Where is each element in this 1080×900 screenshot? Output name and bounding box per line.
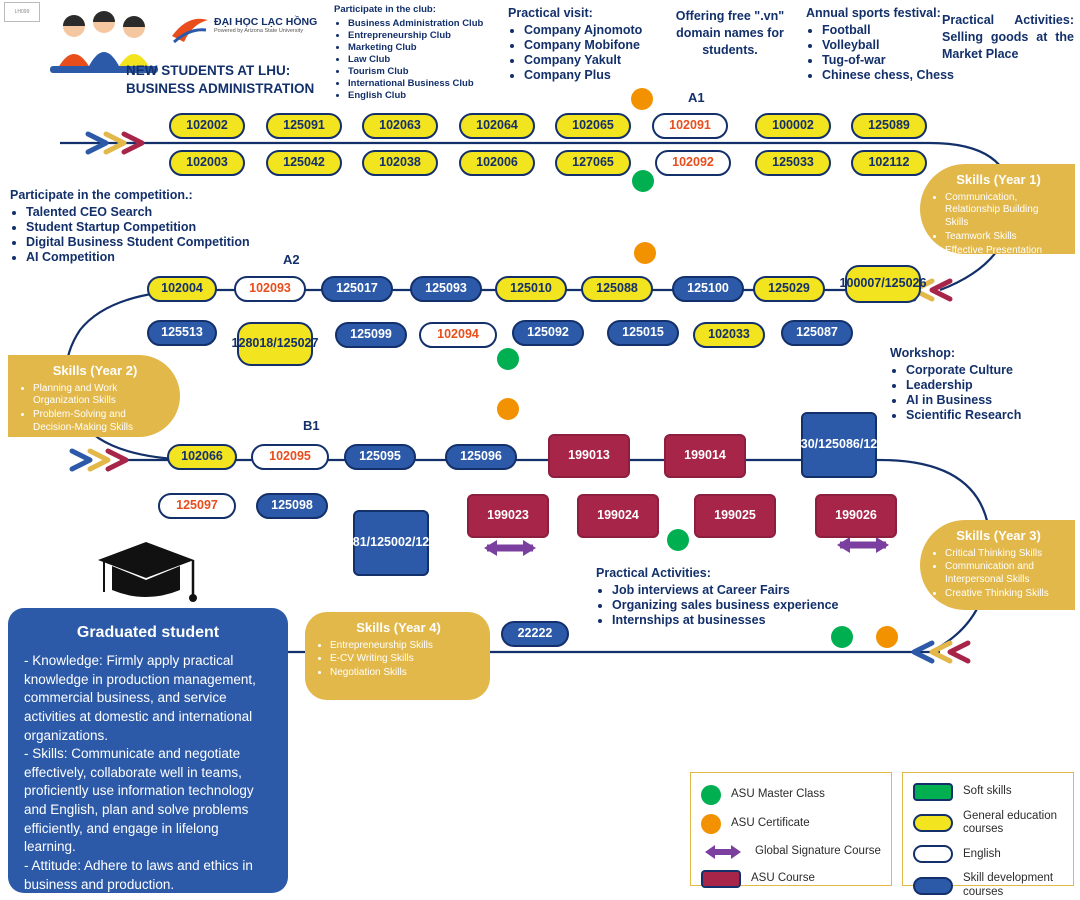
course-pill[interactable]: 125033 bbox=[755, 150, 831, 176]
legend-label: ASU Certificate bbox=[731, 817, 810, 830]
course-pill[interactable]: 125089 bbox=[851, 113, 927, 139]
legend-pill-swatch bbox=[913, 845, 953, 863]
legend-rect-swatch bbox=[701, 870, 741, 888]
asu-master-class-dot bbox=[667, 529, 689, 551]
skills-blob bbox=[305, 612, 490, 700]
legend-dot-swatch bbox=[701, 785, 721, 805]
course-pill[interactable]: 125042 bbox=[266, 150, 342, 176]
course-pill[interactable]: 102092 bbox=[655, 150, 731, 176]
semester-label-a2: A2 bbox=[283, 252, 300, 267]
asu-master-class-dot bbox=[632, 170, 654, 192]
note-clubs: Participate in the club: • Business Administration Club • Entrepreneurship Club • Marketing Club • Law Club • Tourism Club • International Business Club • English Club bbox=[334, 4, 494, 102]
note-clubs-list: • Business Administration Club • Entrepreneurship Club • Marketing Club • Law Club • Tourism Club • International Business Club • English Club bbox=[334, 18, 494, 101]
skills-blob bbox=[8, 355, 180, 437]
legend-row bbox=[701, 843, 881, 861]
legend-row bbox=[913, 783, 1063, 801]
graduated-title: Graduated student bbox=[76, 624, 220, 641]
skills-blob-item: • E-CV Writing Skills bbox=[330, 653, 478, 666]
course-pill[interactable]: 127065 bbox=[555, 150, 631, 176]
graduated-skills: - Skills: Communicate and negotiate effectively, collaborate well in teams, proficiently use information technology and English, plan and solve problems efficiently, and engage in lifelong learning. bbox=[24, 746, 254, 855]
skills-blob-item: • Communication and Interpersonal Skills bbox=[945, 561, 1063, 587]
graduated-knowledge: - Knowledge: Firmly apply practical knowledge in production management, commercial business, and service activities at domestic and international organizations. bbox=[24, 653, 256, 743]
legend-label: ASU Course bbox=[751, 872, 815, 885]
university-logo-sub: Powered by Arizona State University bbox=[214, 28, 303, 34]
legend-label: English bbox=[963, 847, 1001, 860]
global-signature-arrow-2 bbox=[837, 537, 889, 553]
legend-pill-swatch bbox=[913, 814, 953, 832]
skills-blob-item: • Problem-Solving and Decision-Making Skills bbox=[33, 409, 168, 435]
graduated-attitude: - Attitude: Adhere to laws and ethics in business and production. bbox=[24, 857, 253, 892]
course-pill[interactable]: 199026 bbox=[815, 494, 897, 538]
skills-blob bbox=[920, 520, 1075, 610]
asu-certificate-dot bbox=[876, 626, 898, 648]
legend-left bbox=[690, 772, 892, 886]
course-pill[interactable]: 125030/ 125086/ 125066 bbox=[801, 412, 877, 478]
course-pill[interactable]: 199023 bbox=[467, 494, 549, 538]
legend-pill-swatch bbox=[913, 877, 953, 895]
course-pill[interactable]: 125100 bbox=[672, 276, 744, 302]
course-pill[interactable]: 22222 bbox=[501, 621, 569, 647]
course-pill[interactable]: 125097 bbox=[158, 493, 236, 519]
skills-blob-item: • Planning and Work Organization Skills bbox=[33, 383, 168, 409]
course-pill[interactable]: 102095 bbox=[251, 444, 329, 470]
note-sports-list: • Football • Volleyball • Tug-of-war • Chinese chess, Chess bbox=[806, 23, 966, 82]
course-pill[interactable]: 125088 bbox=[581, 276, 653, 302]
legend-label: Global Signature Course bbox=[755, 845, 881, 858]
course-pill[interactable]: 125096 bbox=[445, 444, 517, 470]
graduated-student-box bbox=[8, 608, 288, 893]
skills-blob-item: • Critical Thinking Skills bbox=[945, 548, 1063, 561]
global-signature-arrow-1 bbox=[484, 540, 536, 556]
course-pill[interactable]: 102094 bbox=[419, 322, 497, 348]
legend-right bbox=[902, 772, 1074, 898]
course-pill[interactable]: 102033 bbox=[693, 322, 765, 348]
legend-dot-swatch bbox=[701, 814, 721, 834]
skills-blob-item: • Effective Presentation Skills bbox=[945, 245, 1063, 271]
skills-blob-item: • Negotiation Skills bbox=[330, 667, 478, 680]
note-domain: Offering free ".vn" domain names for students. bbox=[675, 9, 785, 57]
course-pill[interactable]: 100007/ 125026 bbox=[845, 265, 921, 303]
university-logo-text: ĐẠI HỌC LẠC HỒNG Powered by Arizona State University bbox=[214, 16, 318, 34]
course-pill[interactable]: 125513 bbox=[147, 320, 217, 346]
legend-row bbox=[913, 872, 1063, 898]
skills-blob bbox=[920, 164, 1075, 269]
course-pill[interactable]: 102063 bbox=[362, 113, 438, 139]
course-pill[interactable]: 125081/ 125002/ 125068 bbox=[353, 510, 429, 576]
skills-blob-title: Skills (Year 4) bbox=[356, 620, 441, 635]
course-pill[interactable]: 199025 bbox=[694, 494, 776, 538]
note-competition: Participate in the competition.: • Talented CEO Search • Student Startup Competition • Digital Business Student Competition • AI Competition bbox=[10, 188, 275, 265]
legend-row bbox=[913, 845, 1063, 863]
course-pill[interactable]: 102002 bbox=[169, 113, 245, 139]
note-sports: Annual sports festival: • Football • Volleyball • Tug-of-war • Chinese chess, Chess bbox=[806, 6, 966, 83]
global-signature-arrow-icon bbox=[701, 843, 745, 861]
chevron-arrows-row3 bbox=[72, 451, 126, 469]
course-pill[interactable]: 125091 bbox=[266, 113, 342, 139]
asu-certificate-dot bbox=[634, 242, 656, 264]
course-pill[interactable]: 102004 bbox=[147, 276, 217, 302]
university-logo-icon bbox=[168, 12, 210, 46]
course-pill[interactable]: 102003 bbox=[169, 150, 245, 176]
note-competition-list: • Talented CEO Search • Student Startup Competition • Digital Business Student Competition • AI Competition bbox=[10, 205, 275, 264]
course-pill[interactable]: 125015 bbox=[607, 320, 679, 346]
asu-master-class-dot bbox=[497, 348, 519, 370]
course-pill[interactable]: 199014 bbox=[664, 434, 746, 478]
semester-label-a1: A1 bbox=[688, 90, 705, 105]
skills-blob-item: • Entrepreneurship Skills bbox=[330, 640, 478, 653]
skills-blob-title: Skills (Year 3) bbox=[956, 528, 1041, 543]
legend-label: General education courses bbox=[963, 810, 1057, 836]
course-pill[interactable]: 128018/ 125027 bbox=[237, 322, 313, 366]
course-pill[interactable]: 102066 bbox=[167, 444, 237, 470]
asu-certificate-dot bbox=[631, 88, 653, 110]
legend-row bbox=[913, 810, 1063, 836]
note-practical-activities-bottom: Practical Activities: • Job interviews at Career Fairs • Organizing sales business experience • Internships at businesses bbox=[596, 566, 876, 628]
skills-blob-item: • Teamwork Skills bbox=[945, 231, 1063, 244]
course-pill[interactable]: 125029 bbox=[753, 276, 825, 302]
course-pill[interactable]: 102093 bbox=[234, 276, 306, 302]
legend-row bbox=[701, 814, 881, 834]
course-pill[interactable]: 100002 bbox=[755, 113, 831, 139]
skills-blob-title: Skills (Year 1) bbox=[956, 172, 1041, 187]
course-pill[interactable]: 125092 bbox=[512, 320, 584, 346]
corner-logo: LH099 bbox=[4, 2, 40, 22]
note-practical-activities-bottom-list: • Job interviews at Career Fairs • Organizing sales business experience • Internships at businesses bbox=[596, 583, 876, 627]
note-practical-visit-list: • Company Ajnomoto • Company Mobifone • Company Yakult • Company Plus bbox=[508, 23, 658, 82]
course-pill[interactable]: 125099 bbox=[335, 322, 407, 348]
page-title: NEW STUDENTS AT LHU: BUSINESS ADMINISTRATION bbox=[126, 63, 315, 96]
course-pill[interactable]: 102112 bbox=[851, 150, 927, 176]
skills-blob-item: • Creative Thinking Skills bbox=[945, 588, 1063, 601]
graduation-cap-icon bbox=[98, 542, 197, 602]
asu-certificate-dot bbox=[497, 398, 519, 420]
course-pill[interactable]: 125093 bbox=[410, 276, 482, 302]
course-pill[interactable]: 199013 bbox=[548, 434, 630, 478]
legend-row bbox=[701, 785, 881, 805]
legend-label: Soft skills bbox=[963, 785, 1012, 798]
course-pill[interactable]: 125098 bbox=[256, 493, 328, 519]
skills-blob-item: • Communication, Relationship Building Skills bbox=[945, 192, 1063, 230]
note-practical-visit: Practical visit: • Company Ajnomoto • Company Mobifone • Company Yakult • Company Plus bbox=[508, 6, 658, 83]
note-workshop: Workshop: • Corporate Culture • Leadership • AI in Business • Scientific Research bbox=[890, 346, 1050, 423]
course-pill[interactable]: 102091 bbox=[652, 113, 728, 139]
legend-rect-swatch bbox=[913, 783, 953, 801]
course-pill[interactable]: 199024 bbox=[577, 494, 659, 538]
legend-label: ASU Master Class bbox=[731, 788, 825, 801]
course-pill[interactable]: 125087 bbox=[781, 320, 853, 346]
note-workshop-list: • Corporate Culture • Leadership • AI in Business • Scientific Research bbox=[890, 363, 1050, 422]
note-practical-activities-top: Practical Activities: Selling goods at the Market Place bbox=[942, 13, 1074, 61]
course-pill[interactable]: 125095 bbox=[344, 444, 416, 470]
skills-blob-title: Skills (Year 2) bbox=[52, 363, 138, 378]
course-pill[interactable]: 102038 bbox=[362, 150, 438, 176]
course-pill[interactable]: 102065 bbox=[555, 113, 631, 139]
course-pill[interactable]: 125010 bbox=[495, 276, 567, 302]
asu-master-class-dot bbox=[831, 626, 853, 648]
legend-label: Skill development courses bbox=[963, 872, 1054, 898]
legend-row bbox=[701, 870, 881, 888]
course-pill[interactable]: 125017 bbox=[321, 276, 393, 302]
course-pill[interactable]: 102006 bbox=[459, 150, 535, 176]
semester-label-b1: B1 bbox=[303, 418, 320, 433]
course-pill[interactable]: 102064 bbox=[459, 113, 535, 139]
